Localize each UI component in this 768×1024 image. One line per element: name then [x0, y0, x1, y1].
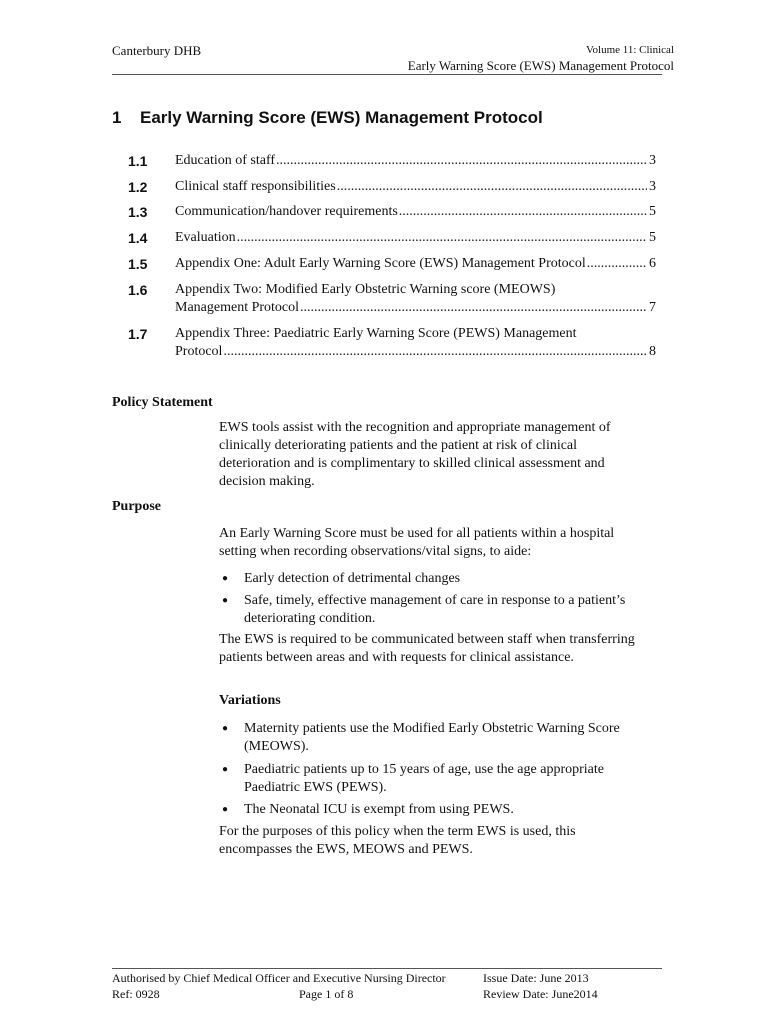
- page-title-text: Early Warning Score (EWS) Management Protocol: [140, 108, 543, 127]
- bullet-icon: ●: [222, 764, 229, 775]
- header-organisation: Canterbury DHB: [112, 43, 202, 58]
- toc-entry-title: Education of staff: [175, 153, 276, 168]
- footer-issue-date: Issue Date: June 2013: [483, 971, 589, 985]
- toc-entry-page: 7: [649, 300, 656, 315]
- toc-entry-title: Communication/handover requirements: [175, 204, 398, 219]
- purpose-bullet-text: Early detection of detrimental changes: [244, 571, 461, 586]
- toc-entry-title-line-1: Appendix Three: Paediatric Early Warning Score (PEWS) Management: [175, 326, 577, 341]
- bullet-icon: ●: [222, 573, 229, 584]
- toc-entry-title: Clinical staff responsibilities: [175, 179, 336, 194]
- purpose-intro: An Early Warning Score must be used for all patients within a hospital setting when recording observations/vital signs, to aide:: [219, 526, 615, 559]
- purpose-after-text: The EWS is required to be communicated between staff when transferring patients between areas and with requests for clinical assistance.: [219, 632, 635, 665]
- variations-bullet-text: Maternity patients use the Modified Early Obstetric Warning Score (MEOWS).: [244, 721, 620, 754]
- page-title-number: 1: [112, 108, 122, 127]
- toc-entry-number: 1.3: [128, 204, 148, 220]
- header-volume: Volume 11: Clinical: [586, 44, 674, 56]
- policy-statement-text: EWS tools assist with the recognition and appropriate management of clinically deteriorating patients and the patient at risk of clinical deterioration and is complimentary to skilled clinical assessment and decision making.: [219, 420, 611, 489]
- toc-entry-number: 1.6: [128, 282, 148, 298]
- toc-entry-number: 1.5: [128, 256, 148, 272]
- variations-heading: Variations: [219, 693, 281, 708]
- toc-entry-page: 5: [649, 230, 656, 245]
- bullet-icon: ●: [222, 804, 229, 815]
- toc-entry-number: 1.7: [128, 326, 148, 342]
- toc-entry-title-line-2: Protocol: [175, 344, 223, 359]
- toc-entry-title: Appendix One: Adult Early Warning Score (EWS) Management Protocol: [175, 256, 586, 271]
- variations-bullet-text: The Neonatal ICU is exempt from using PEWS.: [244, 802, 514, 817]
- purpose-heading: Purpose: [112, 499, 161, 514]
- footer-authorised: Authorised by Chief Medical Officer and Executive Nursing Director: [112, 971, 446, 985]
- header-right: [408, 43, 674, 73]
- toc-entry-page: 6: [649, 256, 656, 271]
- toc-entry-number: 1.2: [128, 179, 148, 195]
- footer-reference: Ref: 0928: [112, 987, 160, 1001]
- footer-page-number: Page 1 of 8: [299, 987, 354, 1001]
- toc-entry-number: 1.4: [128, 230, 148, 246]
- toc-entry-title-line-1: Appendix Two: Modified Early Obstetric Warning score (MEOWS): [175, 282, 556, 297]
- toc-entry-page: 5: [649, 204, 656, 219]
- purpose-bullet-text: Safe, timely, effective management of care in response to a patient’s deteriorating condition.: [244, 593, 626, 626]
- bullet-icon: ●: [222, 723, 229, 734]
- bullet-icon: ●: [222, 595, 229, 606]
- policy-statement-heading: Policy Statement: [112, 395, 213, 410]
- toc-entry-page: 3: [649, 153, 656, 168]
- footer-review-date: Review Date: June2014: [483, 987, 598, 1001]
- variations-bullet-text: Paediatric patients up to 15 years of age, use the age appropriate Paediatric EWS (PEWS).: [244, 762, 604, 795]
- toc-entry-page: 8: [649, 344, 656, 359]
- header-divider: [112, 74, 662, 75]
- toc-entry-number: 1.1: [128, 153, 148, 169]
- variations-closing-text: For the purposes of this policy when the term EWS is used, this encompasses the EWS, MEOWS and PEWS.: [219, 824, 576, 857]
- footer-divider: [112, 968, 662, 969]
- header-document-title: Early Warning Score (EWS) Management Protocol: [407, 58, 674, 73]
- toc-entry-title-line-2: Management Protocol: [175, 300, 300, 315]
- toc-entry-title: Evaluation: [175, 230, 236, 245]
- page-title: [112, 108, 543, 128]
- toc-entry-page: 3: [649, 179, 656, 194]
